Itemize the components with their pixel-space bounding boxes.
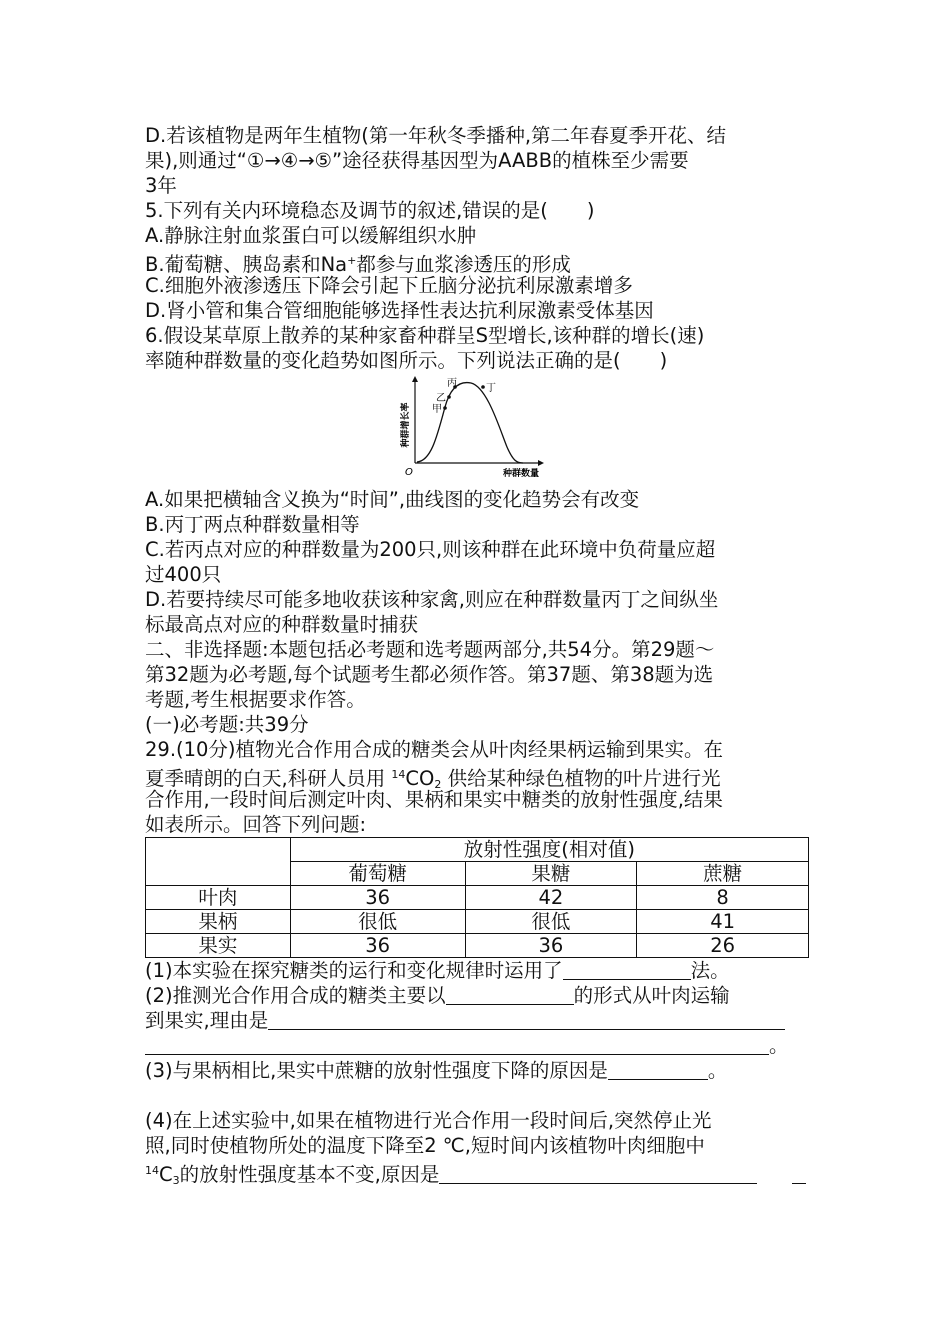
q6-option-a: A.如果把横轴含义换为“时间”,曲线图的变化趋势会有改变 [145,488,640,511]
answer-blank[interactable] [608,1059,708,1080]
table-cell: 42 [465,886,637,910]
point-jia [443,406,447,410]
q29-stem-line1: 29.(10分)植物光合作用合成的糖类会从叶肉经果柄运输到果实。在 [145,738,724,761]
subq1: (1)本实验在探究糖类的运行和变化规律时运用了 法。 [145,959,730,982]
part2-intro-line3: 考题,考生根据要求作答。 [145,688,366,711]
subq3: (3)与果柄相比,果实中蔗糖的放射性强度下降的原因是 。 [145,1059,728,1082]
table-header: 放射性强度(相对值) [290,838,808,862]
q5-option-d: D.肾小管和集合管细胞能够选择性表达抗利尿激素受体基因 [145,299,654,322]
table-row [146,886,809,910]
growth-rate-curve-svg [403,377,543,477]
row-label: 果柄 [146,910,291,934]
q29-stem-line4: 如表所示。回答下列问题: [145,813,367,836]
subq4-line1: (4)在上述实验中,如果在植物进行光合作用一段时间后,突然停止光 [145,1109,712,1132]
table-corner-cell [146,838,291,886]
column-header: 果糖 [465,862,637,886]
table-cell: 8 [637,886,809,910]
q4-option-d-line3: 3年 [145,174,177,197]
table-cell: 41 [637,910,809,934]
continuation-mark [792,1183,806,1184]
table-cell: 36 [465,934,637,958]
column-header: 蔗糖 [637,862,809,886]
answer-blank[interactable] [446,984,574,1005]
subq4-line2: 照,同时使植物所处的温度下降至2 ℃,短时间内该植物叶肉细胞中 [145,1134,705,1157]
growth-rate-figure [145,377,810,477]
label-ding: 丁 [486,383,496,394]
q5-option-c: C.细胞外液渗透压下降会引起下丘脑分泌抗利尿激素增多 [145,274,633,297]
label-jia: 甲 [432,404,442,415]
answer-blank[interactable] [268,1009,785,1030]
exam-page [145,123,810,1187]
q6-stem-line1: 6.假设某草原上散养的某种家畜种群呈S型增长,该种群的增长(速) [145,324,705,347]
point-yi [447,395,451,399]
answer-blank[interactable] [145,1034,769,1055]
growth-rate-curve [417,383,523,463]
origin-label: O [405,467,413,478]
row-label: 果实 [146,934,291,958]
y-axis-arrow [412,376,418,382]
radioactivity-table [145,837,809,958]
label-yi: 乙 [436,393,446,404]
q6-option-d-line1: D.若要持续尽可能多地收获该种家禽,则应在种群数量丙丁之间纵坐 [145,588,719,611]
table-cell: 36 [290,934,465,958]
q6-option-c-line2: 过400只 [145,563,222,586]
q29-stem-line3: 合作用,一段时间后测定叶肉、果柄和果实中糖类的放射性强度,结果 [145,788,723,811]
table-cell: 26 [637,934,809,958]
answer-blank[interactable] [563,959,691,980]
table-row [146,934,809,958]
table-row [146,910,809,934]
row-label: 叶肉 [146,886,291,910]
q6-option-b: B.丙丁两点种群数量相等 [145,513,360,536]
subq2-line1: (2)推测光合作用合成的糖类主要以 的形式从叶肉运输 [145,984,730,1007]
table-cell: 很低 [465,910,637,934]
q5-option-b: B.葡萄糖、胰岛素和Na+都参与血浆渗透压的形成 [145,253,571,276]
q5-option-a: A.静脉注射血浆蛋白可以缓解组织水肿 [145,224,477,247]
q6-option-d-line2: 标最高点对应的种群数量时捕获 [145,613,419,636]
subq2-line3: 。 [145,1033,810,1058]
label-bing: 丙 [447,378,457,389]
point-ding [481,385,485,389]
x-axis-arrow [538,460,544,466]
spacer-line [145,1083,810,1108]
subq2-line2: 到果实,理由是 [145,1008,810,1033]
table-cell: 很低 [290,910,465,934]
column-header: 葡萄糖 [290,862,465,886]
answer-blank[interactable] [439,1163,757,1184]
y-axis-label: 种群增长率 [401,402,411,448]
q6-stem-line2: 率随种群数量的变化趋势如图所示。下列说法正确的是( ) [145,349,668,372]
x-axis-label: 种群数量 [503,469,540,479]
table-cell: 36 [290,886,465,910]
q6-option-c-line1: C.若丙点对应的种群数量为200只,则该种群在此环境中负荷量应超 [145,538,716,561]
subq4-line3: $^{14}C_3$的放射性强度基本不变,原因是 [145,1158,810,1183]
part2-intro-line2: 第32题为必考题,每个试题考生都必须作答。第37题、第38题为选 [145,663,714,686]
required-section-heading: (一)必考题:共39分 [145,713,309,736]
part2-intro-line1: 二、非选择题:本题包括必考题和选考题两部分,共54分。第29题～ [145,638,715,661]
q4-option-d-line2: 果),则通过“①→④→⑤”途径获得基因型为AABB的植株至少需要 [145,149,689,172]
q5-stem: 5.下列有关内环境稳态及调节的叙述,错误的是( ) [145,199,595,222]
q29-stem-line2: 夏季晴朗的白天,科研人员用 $^{14}CO_2$ 供给某种绿色植物的叶片进行光 [145,767,721,791]
q4-option-d-line1: D.若该植物是两年生植物(第一年秋冬季播种,第二年春夏季开花、结 [145,124,727,147]
